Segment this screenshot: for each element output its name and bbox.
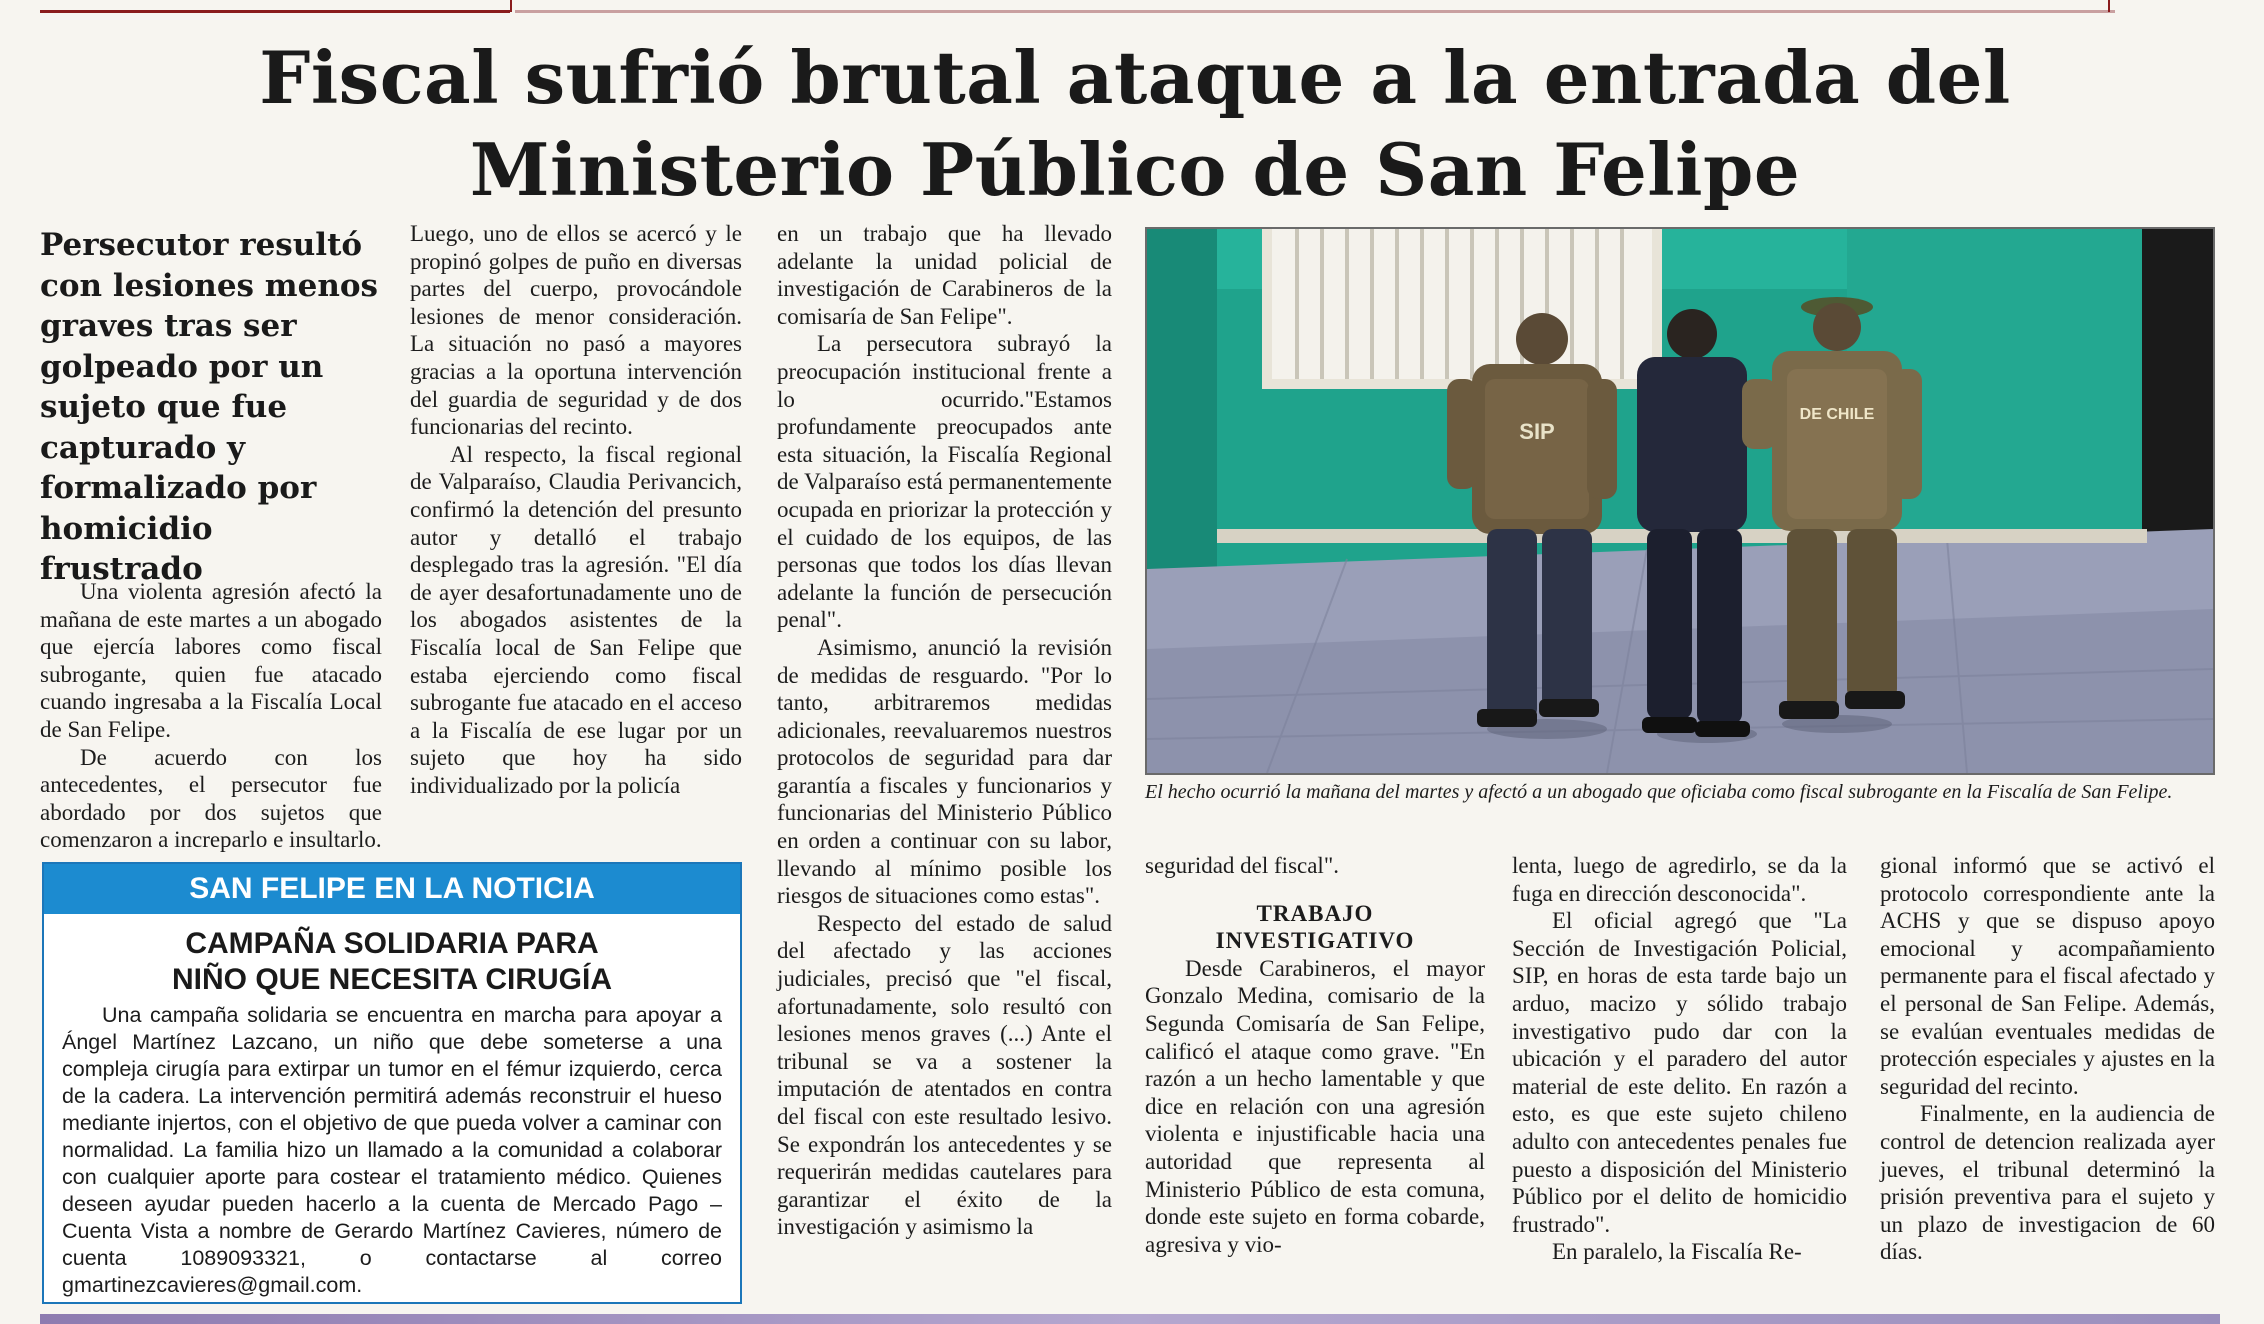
box-title-line-2: NIÑO QUE NECESITA CIRUGÍA <box>171 963 613 996</box>
paragraph: Desde Carabineros, el mayor Gonzalo Medina, comisario de la Segunda Comisaría de San Felipe, calificó el ataque como grave. "En razón a un hecho lamentable y que dice en relación con una agresión violenta e injustificable hacia una autoridad que representa al Ministerio Público de esta comuna, donde este sujeto en forma cobarde, agresiva y vio- <box>1145 955 1485 1257</box>
subhead-line-2: INVESTIGATIVO <box>1215 928 1415 954</box>
headline-line-1: Fiscal sufrió brutal ataque a la entrada del <box>259 35 2011 120</box>
paragraph: Finalmente, en la audiencia de control de detencion realizada ayer jueves, el tribunal determinó la prisión preventiva para el sujeto y un plazo de investigacion de 60 días. <box>1880 1101 2215 1265</box>
box-header: SAN FELIPE EN LA NOTICIA <box>44 864 740 914</box>
rule-right <box>515 10 2115 13</box>
headline-line-2: Ministerio Público de San Felipe <box>469 127 1801 212</box>
photo-caption: El hecho ocurrió la mañana del martes y afectó a un abogado que oficiaba como fiscal subrogante en la Fiscalía de San Felipe. <box>1145 781 2173 803</box>
article-headline <box>200 32 2070 216</box>
paragraph: Al respecto, la fiscal regional de Valparaíso, Claudia Perivancich, confirmó la detención del presunto autor y detalló el trabajo desplegado tras la agresión. "El día de ayer desafortunadamente uno de los abogados asistentes de la Fiscalía local de San Felipe que estaba ejerciendo como fiscal subrogante fue atacado en el acceso a la Fiscalía de ese lugar por un sujeto que hoy ha sido individualizado por la policía <box>410 441 742 798</box>
box-title <box>44 926 740 998</box>
rule-tick <box>2108 0 2110 12</box>
arrest-photo-illustration <box>1147 229 2213 773</box>
column-3 <box>777 220 1112 1241</box>
section-subhead <box>1145 900 1485 955</box>
paragraph: en un trabajo que ha llevado adelante la unidad policial de investigación de Carabineros de la comisaría de San Felipe". <box>777 221 1112 329</box>
paragraph: lenta, luego de agredirlo, se da la fuga en dirección desconocida". <box>1512 853 1847 906</box>
column-2 <box>410 220 742 799</box>
rule-tick <box>510 0 512 12</box>
column-6 <box>1880 852 2215 1266</box>
paragraph: Una violenta agresión afectó la mañana de este martes a un abogado que ejercía labores como fiscal subrogante, quien fue atacado cuando ingresaba a la Fiscalía Local de San Felipe. <box>40 579 382 742</box>
vest-label-left: SIP <box>1519 419 1555 444</box>
paragraph: Respecto del estado de salud del afectado y las acciones judiciales, precisó que "el fiscal, afortunadamente, solo resultó con lesiones menos graves (...) Ante el tribunal se va a sostener la imputación de atentados en contra del fiscal con este resultado lesivo. Se expondrán los antecedentes y se requerirán medidas cautelares para garantizar el éxito de la investigación y asimismo la <box>777 910 1112 1240</box>
box-body <box>44 998 740 1299</box>
vest-label-right: DE CHILE <box>1799 406 1875 423</box>
rule-left <box>40 10 510 13</box>
paragraph: seguridad del fiscal". <box>1145 853 1339 878</box>
subhead-line-1: TRABAJO <box>1256 900 1374 926</box>
paragraph: gional informó que se activó el protocolo correspondiente ante la ACHS y que se dispuso apoyo emocional y acompañamiento permanente para el fiscal afectado y el personal de San Felipe. Además, se evalúan eventuales medidas de protección especiales y ajustes en la seguridad del recinto. <box>1880 853 2215 1099</box>
paragraph: Luego, uno de ellos se acercó y le propinó golpes de puño en diversas partes del cuerpo, provocándole lesiones de menor consideración. La situación no pasó a mayores gracias a la oportuna intervención del guardia de seguridad y de dos funcionarias del recinto. <box>410 221 742 440</box>
column-5 <box>1512 852 1847 1266</box>
column-1 <box>40 578 382 854</box>
box-title-line-1: CAMPAÑA SOLIDARIA PARA <box>185 927 599 960</box>
paragraph: En paralelo, la Fiscalía Re- <box>1552 1239 1802 1265</box>
paragraph: De acuerdo con los antecedentes, el persecutor fue abordado por dos sujetos que comenzaron a increparlo e insultarlo. <box>40 744 382 853</box>
box-paragraph: Una campaña solidaria se encuentra en marcha para apoyar a Ángel Martínez Lazcano, un niño que debe someterse a una compleja cirugía para extirpar un tumor en el fémur izquierdo, cerca de la cadera. La intervención permitirá además reconstruir el hueso mediante injertos, con el objetivo de que pueda volver a caminar con normalidad. La familia hizo un llamado a la comunidad a colaborar con cualquier aporte para costear el tratamiento médico. Quienes deseen ayudar pueden hacerlo a la cuenta de Mercado Pago – Cuenta Vista a nombre de Gerardo Martínez Cavieres, número de cuenta 1089093321, o contactarse al correo gmartinezcavieres@gmail.com. <box>62 1003 722 1297</box>
news-photo <box>1145 227 2215 775</box>
article-lead: Persecutor resultó con lesiones menos graves tras ser golpeado por un sujeto que fue capturado y formalizado por homicidio frustrado <box>40 227 378 587</box>
paragraph: El oficial agregó que "La Sección de Investigación Policial, SIP, en horas de esta tarde bajo un arduo, macizo y sólido trabajo investigativo pudo dar con la ubicación y el paradero del autor material de este delito. En razón a esto, es que este sujeto chileno adulto con antecedentes penales fue puesto a disposición del Ministerio Público por el delito de homicidio frustrado". <box>1512 908 1847 1237</box>
news-box <box>42 862 742 1304</box>
paragraph: Asimismo, anunció la revisión de medidas de resguardo. "Por lo tanto, arbitraremos medidas adicionales, reevaluaremos nuestros protocolos de seguridad para dar garantía a fiscales y funcionarios y funcionarias del Ministerio Público en orden a continuar con su labor, llevando al mínimo posible los riesgos de situaciones como estas". <box>777 634 1112 909</box>
column-4 <box>1145 852 1485 1258</box>
paragraph: La persecutora subrayó la preocupación institucional frente a lo ocurrido."Estamos profundamente preocupados ante esta situación, la Fiscalía Regional de Valparaíso está permanentemente ocupada en priorizar la protección y el cuidado de los equipos, de las personas que todos los días llevan adelante la función de persecución penal". <box>777 331 1112 633</box>
page-top-rule <box>0 0 2264 14</box>
bottom-strip <box>40 1314 2220 1324</box>
